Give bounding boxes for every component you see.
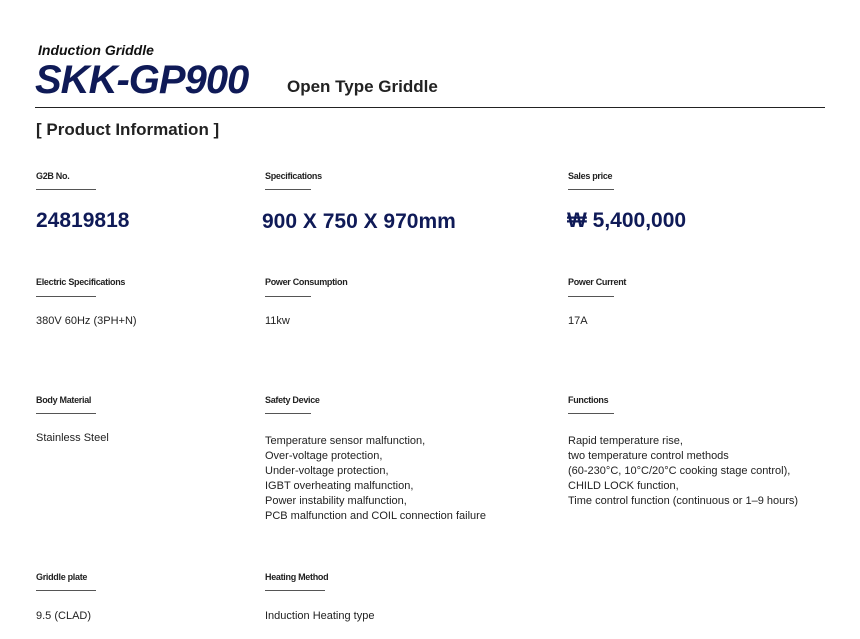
safety-device-list	[265, 434, 486, 524]
product-type: Open Type Griddle	[287, 77, 438, 96]
functions-item: Time control function (continuous or 1–9 hours)	[568, 495, 799, 507]
g2b-label: G2B No.	[36, 171, 70, 181]
griddle-plate-underline	[36, 590, 96, 591]
header-divider	[35, 107, 825, 108]
safety-device-item: Over-voltage protection,	[265, 450, 383, 462]
g2b-value: 24819818	[36, 209, 130, 232]
functions-item: Rapid temperature rise,	[568, 435, 683, 447]
safety-device-item: Temperature sensor malfunction,	[265, 435, 426, 447]
safety-device-item: Power instability malfunction,	[265, 495, 407, 507]
power-consumption-value: 11kw	[265, 315, 290, 327]
functions-underline	[568, 413, 614, 414]
section-title: [ Product Information ]	[36, 120, 220, 139]
safety-device-item: PCB malfunction and COIL connection failure	[265, 510, 486, 522]
safety-device-item: Under-voltage protection,	[265, 465, 389, 477]
specifications-underline	[265, 189, 311, 190]
safety-device-underline	[265, 413, 311, 414]
model-name: SKK-GP900	[35, 58, 249, 102]
power-current-underline	[568, 296, 614, 297]
body-material-value: Stainless Steel	[36, 432, 109, 444]
functions-label: Functions	[568, 395, 609, 405]
power-current-value: 17A	[568, 315, 588, 327]
safety-device-item: IGBT overheating malfunction,	[265, 480, 414, 492]
functions-item: two temperature control methods	[568, 450, 729, 462]
body-material-underline	[36, 413, 96, 414]
electric-spec-underline	[36, 296, 96, 297]
functions-item: (60-230°C, 10°C/20°C cooking stage control),	[568, 465, 791, 477]
griddle-plate-label: Griddle plate	[36, 572, 88, 582]
heating-method-value: Induction Heating type	[265, 610, 375, 622]
power-current-label: Power Current	[568, 277, 627, 287]
power-consumption-underline	[265, 296, 311, 297]
electric-spec-value: 380V 60Hz (3PH+N)	[36, 315, 137, 327]
griddle-plate-value: 9.5 (CLAD)	[36, 610, 92, 622]
sales-price-label: Sales price	[568, 171, 613, 181]
body-material-label: Body Material	[36, 395, 92, 405]
specifications-value: 900 X 750 X 970mm	[262, 210, 456, 233]
g2b-underline	[36, 189, 96, 190]
sales-price-value: ₩ 5,400,000	[567, 209, 687, 232]
safety-device-label: Safety Device	[265, 395, 320, 405]
product-category: Induction Griddle	[38, 42, 154, 58]
electric-spec-label: Electric Specifications	[36, 277, 126, 287]
heating-method-underline	[265, 590, 325, 591]
power-consumption-label: Power Consumption	[265, 277, 348, 287]
functions-item: CHILD LOCK function,	[568, 480, 679, 492]
heating-method-label: Heating Method	[265, 572, 329, 582]
specifications-label: Specifications	[265, 171, 322, 181]
sales-price-underline	[568, 189, 614, 190]
functions-list	[568, 434, 798, 509]
